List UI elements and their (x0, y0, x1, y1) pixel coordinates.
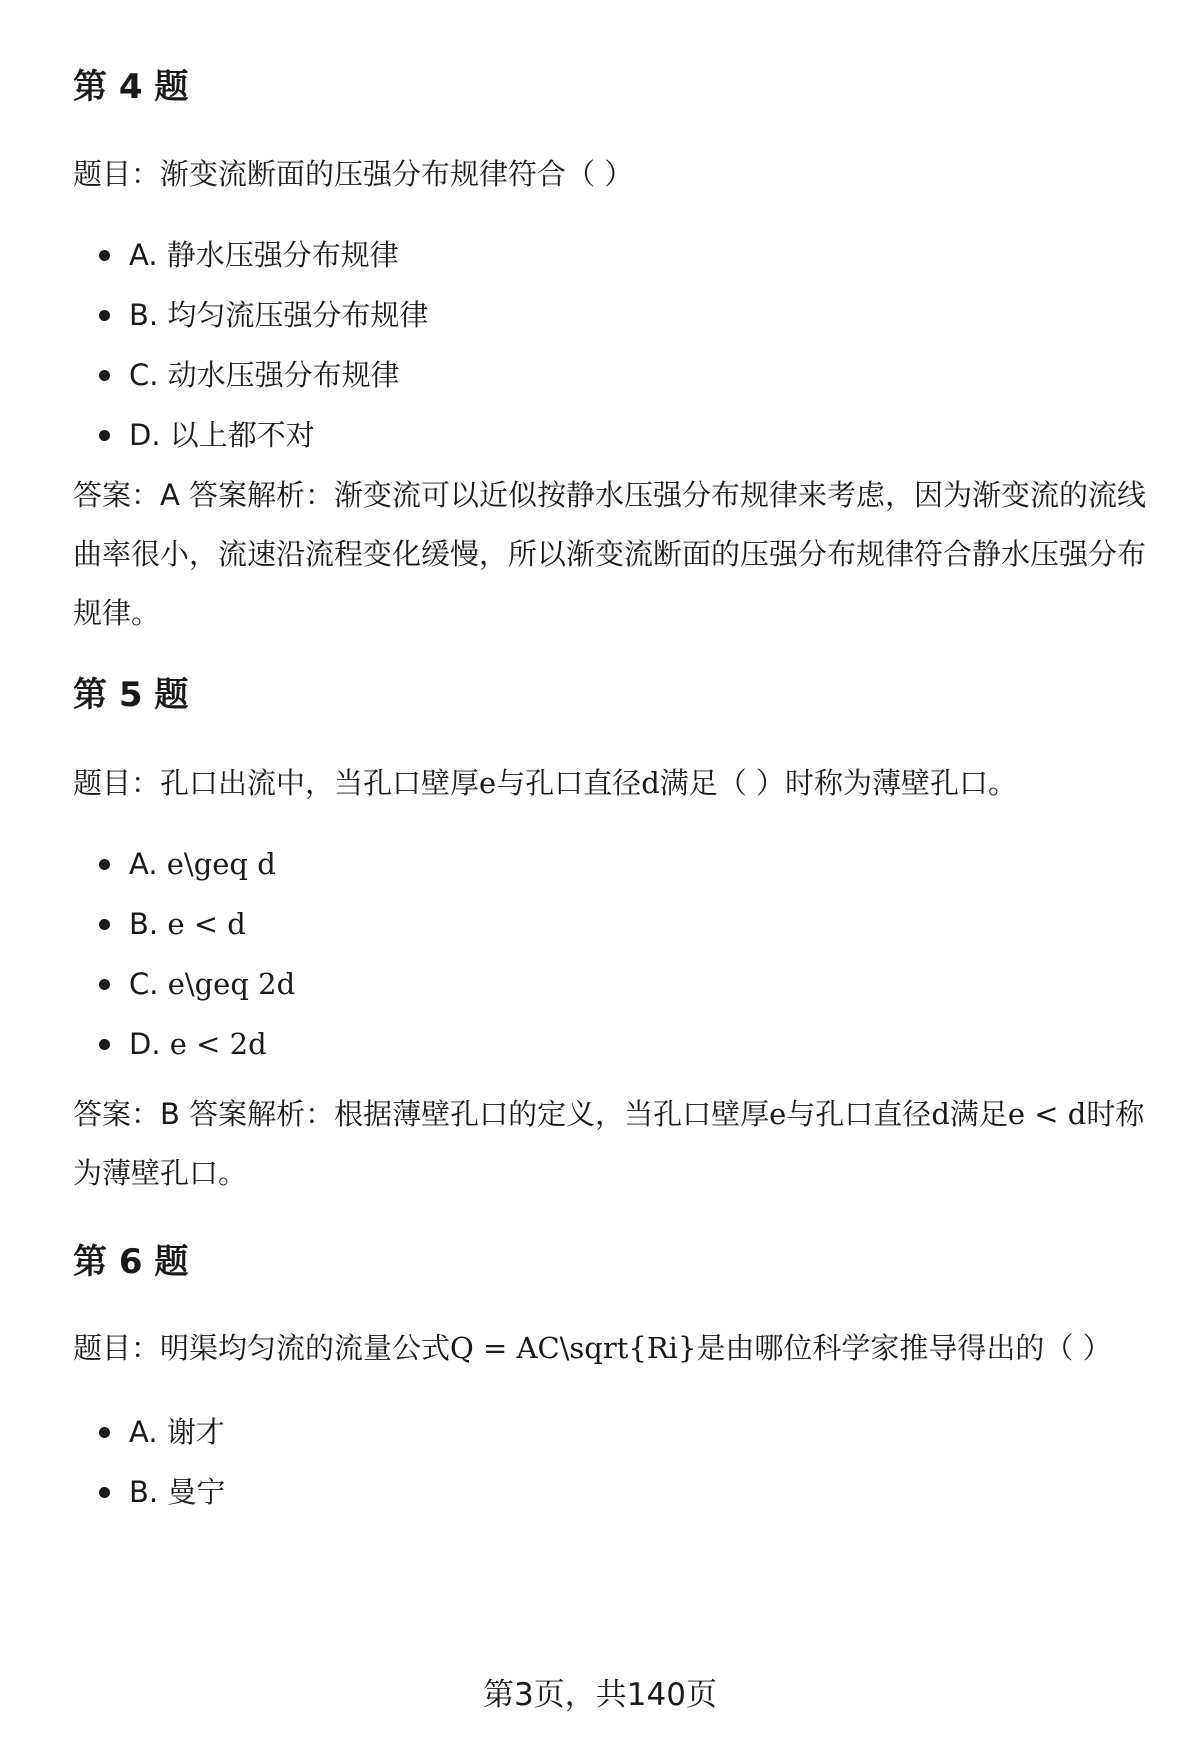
option-item: D. 以上都不对 (73, 415, 428, 475)
bullet-icon (99, 859, 110, 870)
bullet-icon (99, 1039, 110, 1050)
page-number-footer: 第3页，共140页 (483, 1677, 717, 1713)
option-item: C. 动水压强分布规律 (73, 355, 428, 415)
bullet-icon (99, 919, 110, 930)
question-6-options (73, 1412, 225, 1532)
question-5-options (73, 844, 295, 1084)
question-4-answer: 答案：A 答案解析：渐变流可以近似按静水压强分布规律来考虑，因为渐变流的流线曲率很小，流速沿流程变化缓慢，所以渐变流断面的压强分布规律符合静水压强分布规律。 (73, 478, 1147, 630)
question-4-stem: 题目：渐变流断面的压强分布规律符合（ ） (73, 157, 634, 191)
question-4-options (73, 235, 428, 475)
bullet-icon (99, 370, 110, 381)
option-item: C. e\geq 2d (73, 964, 295, 1024)
question-6-title: 第 6 题 (73, 1242, 189, 1282)
option-item: A. 静水压强分布规律 (73, 235, 428, 295)
bullet-icon (99, 1427, 110, 1438)
option-item: B. 曼宁 (73, 1472, 225, 1532)
bullet-icon (99, 430, 110, 441)
option-item: A. 谢才 (73, 1412, 225, 1472)
bullet-icon (99, 979, 110, 990)
question-5-stem: 题目：孔口出流中，当孔口壁厚e与孔口直径d满足（ ）时称为薄壁孔口。 (73, 766, 1018, 800)
option-item: A. e\geq d (73, 844, 295, 904)
question-4-title: 第 4 题 (73, 67, 189, 107)
question-6-stem: 题目：明渠均匀流的流量公式Q = AC\sqrt{Ri}是由哪位科学家推导得出的（ ） (73, 1331, 1112, 1365)
option-item: B. e < d (73, 904, 295, 964)
bullet-icon (99, 310, 110, 321)
question-5-answer: 答案：B 答案解析：根据薄壁孔口的定义，当孔口壁厚e与孔口直径d满足e < d时称为薄壁孔口。 (73, 1097, 1145, 1190)
bullet-icon (99, 250, 110, 261)
question-5-title: 第 5 题 (73, 675, 189, 715)
option-item: D. e < 2d (73, 1024, 295, 1084)
option-item: B. 均匀流压强分布规律 (73, 295, 428, 355)
bullet-icon (99, 1487, 110, 1498)
